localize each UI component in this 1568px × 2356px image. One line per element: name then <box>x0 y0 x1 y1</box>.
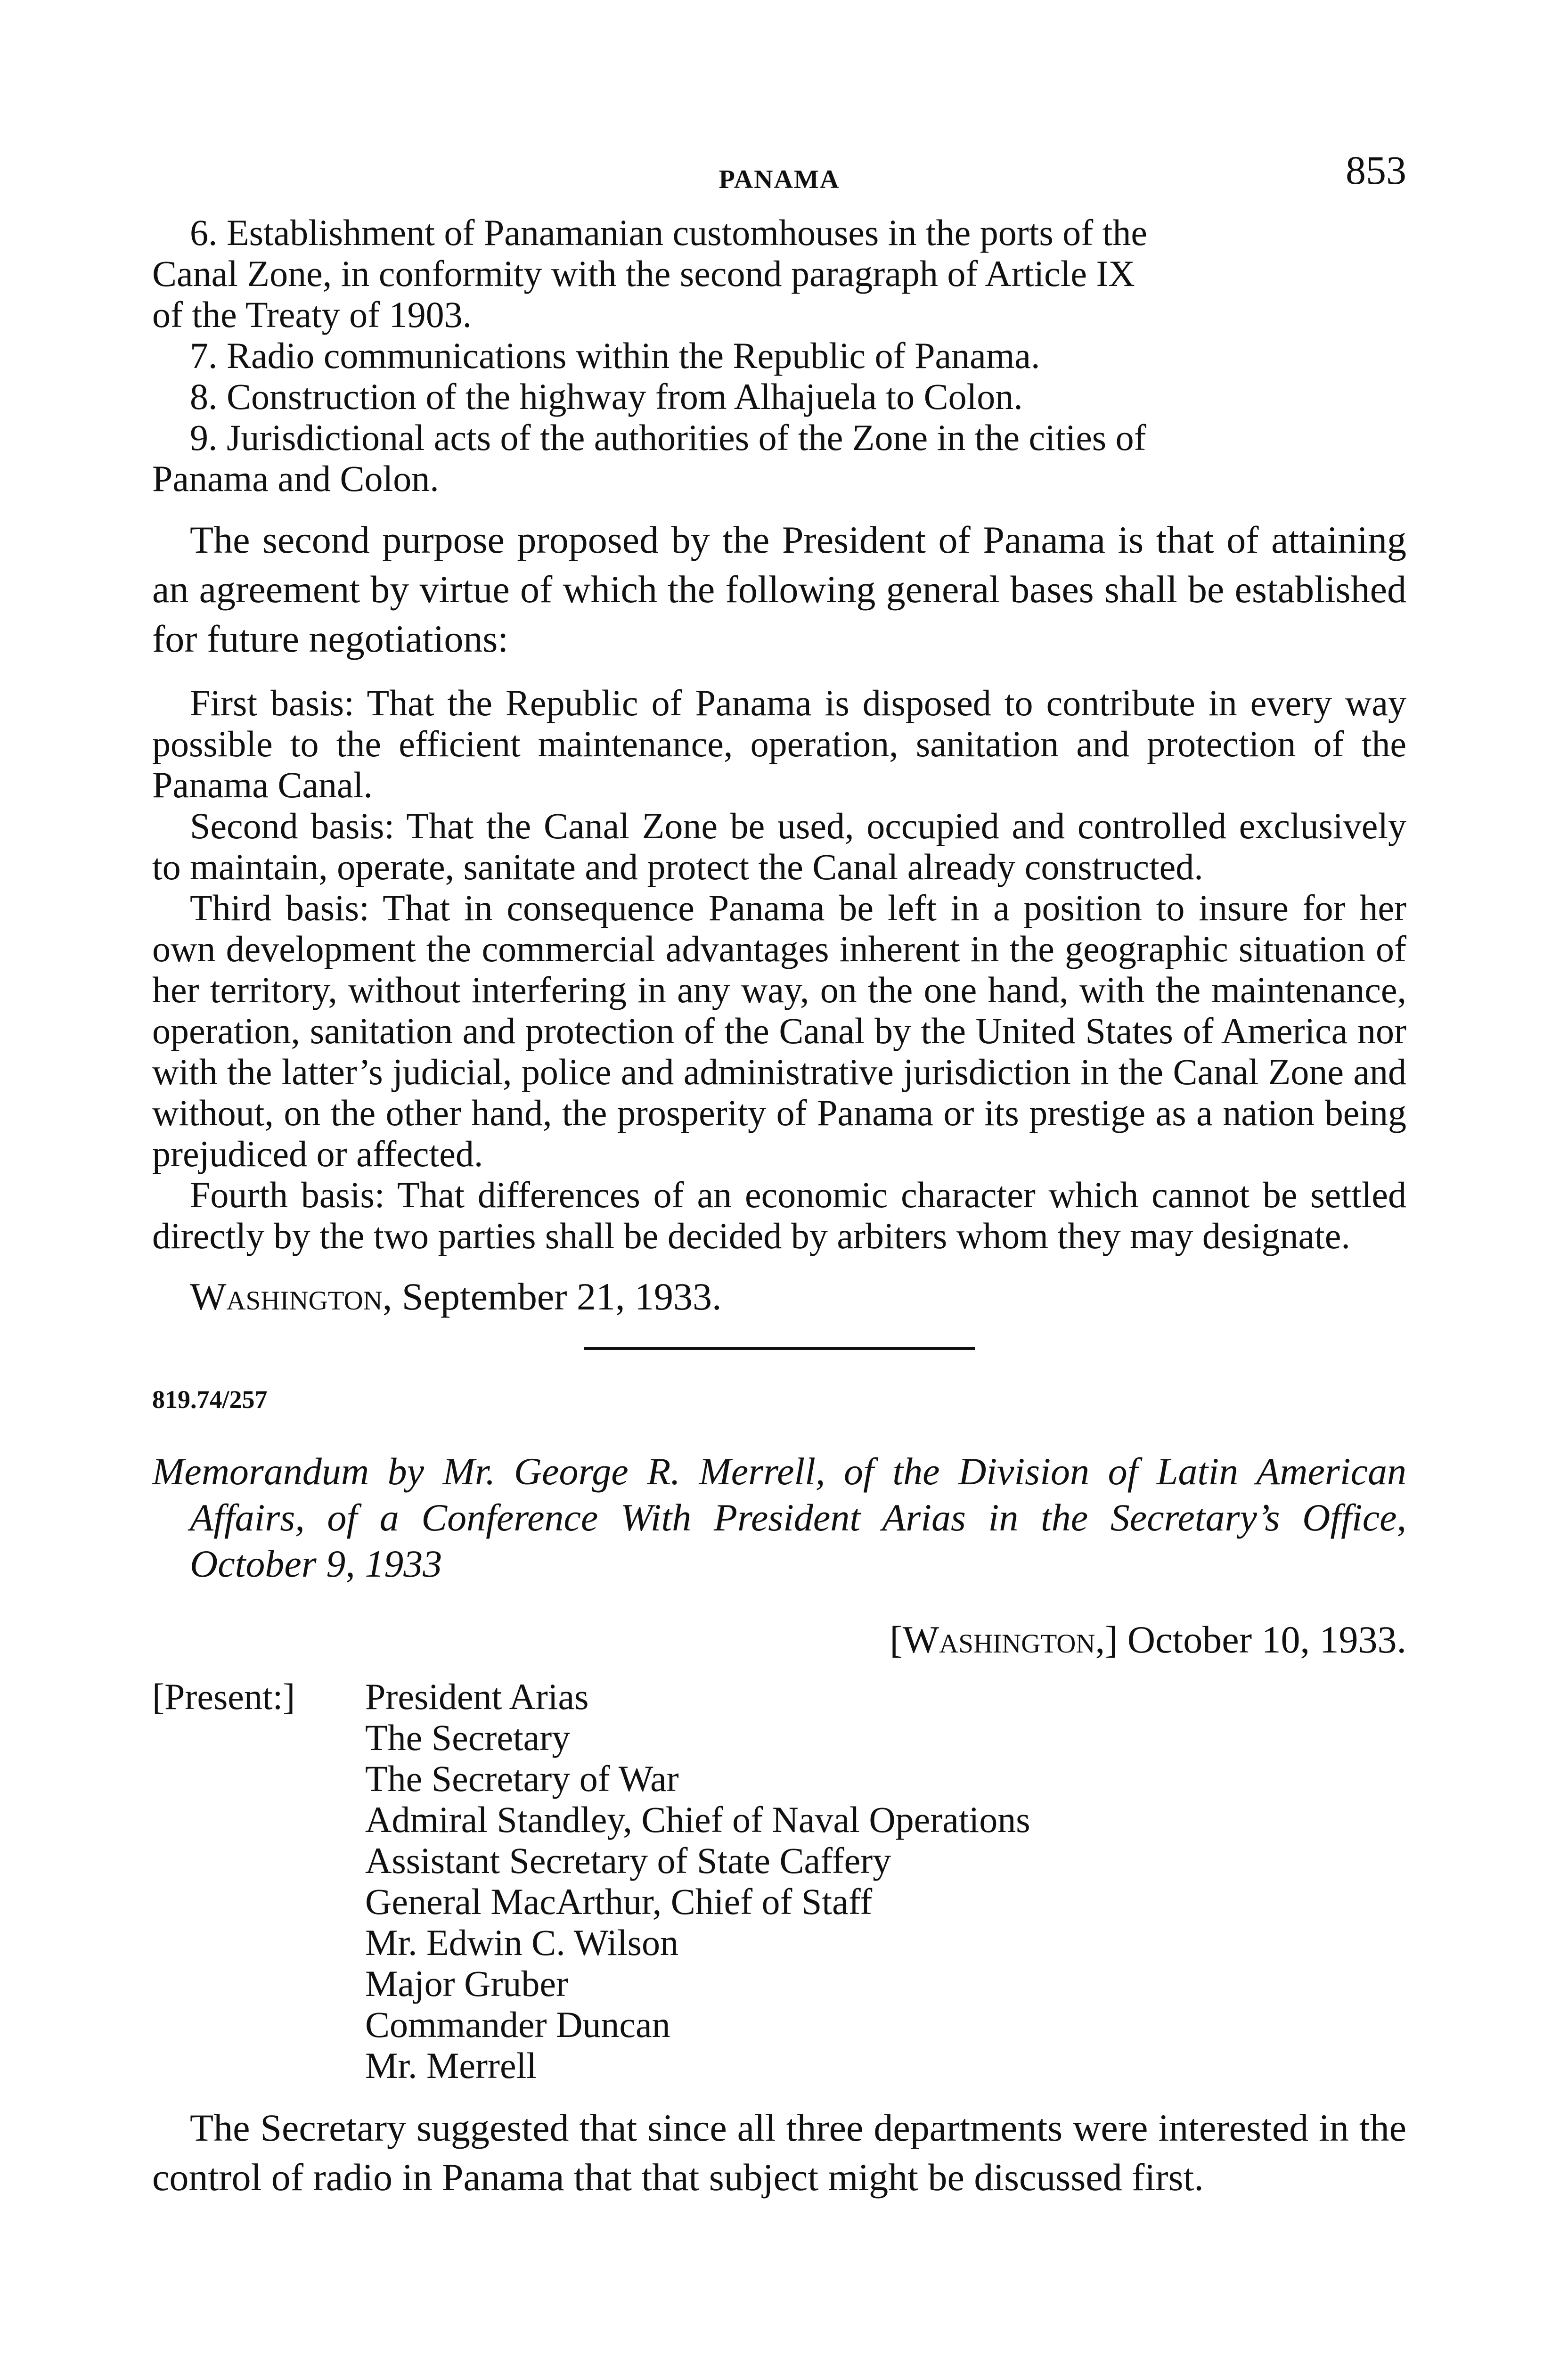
second-purpose-paragraph: The second purpose proposed by the President of Panama is that of attaining an agreement by virtue of which the following general bases shall be established for future negotiations: <box>152 518 1406 660</box>
attendee-admiral-standley: Admiral Standley, Chief of Naval Operations <box>365 1799 1030 1840</box>
second-basis: Second basis: That the Canal Zone be used, occupied and controlled exclusively to maintain, operate, sanitate and protect the Canal already constructed. <box>152 805 1406 887</box>
dateline-place: Washington <box>190 1275 383 1318</box>
list-item-9-line-2: Panama and Colon. <box>152 458 439 499</box>
file-number: 819.74/257 <box>152 1385 268 1414</box>
attendee-macarthur: General MacArthur, Chief of Staff <box>365 1881 873 1922</box>
dateline-date: , September 21, 1933. <box>382 1275 722 1318</box>
attendee-merrell: Mr. Merrell <box>365 2045 537 2086</box>
running-head: PANAMA <box>719 165 840 194</box>
list-item-8: 8. Construction of the highway from Alhajuela to Colon. <box>190 376 1023 417</box>
memo-date-rest: ,] October 10, 1933. <box>1095 1618 1406 1661</box>
attendee-gruber: Major Gruber <box>365 1963 569 2004</box>
page-number: 853 <box>1346 147 1406 193</box>
attendee-duncan: Commander Duncan <box>365 2004 670 2045</box>
memo-date-place: Washington <box>902 1618 1095 1661</box>
document-page <box>152 141 1406 2202</box>
list-item-6-line-1: 6. Establishment of Panamanian customhouses in the ports of the <box>190 212 1147 253</box>
list-item-6-line-2: Canal Zone, in conformity with the second paragraph of Article IX <box>152 253 1135 294</box>
washington-dateline <box>152 1276 1406 1317</box>
closing-paragraph: The Secretary suggested that since all three departments were interested in the control of radio in Panama that that subject might be discussed first. <box>152 2106 1406 2199</box>
section-divider <box>584 1347 975 1350</box>
memorandum-date <box>152 1619 1406 1660</box>
attendee-list <box>365 1676 1406 2086</box>
attendee-president-arias: President Arias <box>365 1676 589 1717</box>
numbered-list <box>152 212 1406 499</box>
attendee-wilson: Mr. Edwin C. Wilson <box>365 1922 678 1963</box>
memo-date-open-bracket: [ <box>890 1618 903 1661</box>
page-header <box>152 141 1406 212</box>
list-item-7: 7. Radio communications within the Republic of Panama. <box>190 335 1040 376</box>
attendee-secretary: The Secretary <box>365 1717 571 1758</box>
list-item-6-line-3: of the Treaty of 1903. <box>152 294 472 335</box>
first-basis: First basis: That the Republic of Panama is disposed to contribute in every way possible to the efficient maintenance, operation, sanitation and protection of the Panama Canal. <box>152 682 1406 805</box>
bases-list <box>152 682 1406 1256</box>
attendee-caffery: Assistant Secretary of State Caffery <box>365 1840 891 1881</box>
third-basis: Third basis: That in consequence Panama be left in a position to insure for her own development the commercial advantages inherent in the geographic situation of her territory, without interfering in any way, on the one hand, with the maintenance, operation, sanitation and protection of the Canal by the United States of America nor with the latter’s judicial, police and administrative jurisdiction in the Canal Zone and without, on the other hand, the prosperity of Panama or its prestige as a nation being prejudiced or affected. <box>152 887 1406 1174</box>
memorandum-title: Memorandum by Mr. George R. Merrell, of the Division of Latin American Affairs, of a Conference With President Arias in the Secretary’s Office, October 9, 1933 <box>152 1450 1406 1585</box>
fourth-basis: Fourth basis: That differences of an economic character which cannot be settled directly by the two parties shall be decided by arbiters whom they may designate. <box>152 1174 1406 1256</box>
present-label: [Present:] <box>152 1676 295 1717</box>
list-item-9-line-1: 9. Jurisdictional acts of the authorities of the Zone in the cities of <box>190 417 1146 458</box>
attendee-secretary-of-war: The Secretary of War <box>365 1758 679 1799</box>
present-section <box>152 1676 1406 2086</box>
